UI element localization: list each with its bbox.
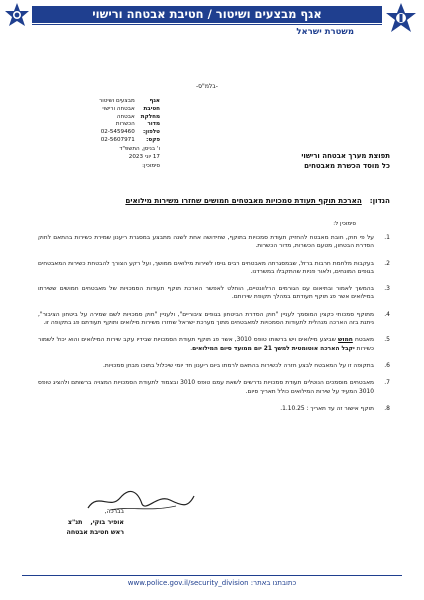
letterhead — [0, 0, 424, 46]
list-item — [38, 285, 390, 302]
item-number: 1. — [384, 234, 390, 241]
list-item — [38, 234, 390, 251]
state-emblem-icon — [384, 2, 418, 38]
references: סימוכין ל: — [333, 221, 356, 227]
label-agaf: אגף — [149, 98, 160, 104]
list-item — [38, 379, 390, 396]
item-text: . — [190, 345, 193, 352]
footer-divider — [22, 575, 402, 576]
police-emblem-icon — [4, 2, 30, 32]
subject-line — [60, 196, 390, 206]
recipient-line-1: תפוצת מערך אבטחה ורישוי — [301, 152, 390, 160]
item-number: 7. — [384, 379, 390, 387]
value-agaf: מבצעים ושיטור — [99, 98, 135, 104]
item-text: מתוקף סמכותי כקצין המוסמך לעניין "חוק הסדרת הביטחון בגופים ציבוריים", ולעניין "חוק סמכויות לשם שמירה על ביטחון הציבור", ניתנת בזה הארכה מנהלית לתעודות הסמכויות למאבטחים מתוך מערכת ישראל שחזרו משירות מילואים ותוקף תעודתם פג בתקופה זו. — [38, 311, 374, 327]
list-item — [38, 311, 390, 328]
recipient-line-2: כל מוסד הכשרת מאבטחים — [304, 161, 390, 170]
item-number: 8. — [384, 404, 390, 412]
reference-label: סימוכין: — [142, 162, 160, 169]
label-hativa: חטיבת — [143, 105, 160, 112]
item-text: בעקבות מלחמת חרבות ברזל, שבמסגרתה מאבטחים רבים גויסו לשירות מילואים ממושך, ועל רקע הצורך להבטחת כשירות המאבטחים בגופים המונחים, ולאור פניות שהתקבלו במשרדנו. — [38, 260, 374, 275]
label-fax: פקס: — [146, 136, 160, 143]
label-mador: מדור — [147, 121, 160, 128]
sender-details — [40, 98, 160, 170]
label-phone: טלפון: — [143, 129, 160, 136]
signer-rank: תנ"צ — [67, 519, 83, 526]
hebrew-date: ו' בניסן, התשפ"ד — [119, 145, 160, 152]
item-emphasis: יקבל הארכה אוטומטית למשך 21 יום ממועד סיום המילואים — [192, 345, 355, 352]
list-item — [38, 362, 390, 370]
classification-mark: -בלמ"ס- — [196, 83, 218, 90]
item-text: מאבטח — [352, 337, 374, 344]
item-text: בהמשך לאמור ובתיאום עם הגורמים הרלוונטיים, הוחלט לאפשר הארכת תוקף תעודות הסמכויות של מאבטחים חמושים ששירתו במילואים אשר פג תוקף תעודתם במהלך תקופת שירותם. — [38, 286, 374, 301]
signer-name: אופיר בוקי, — [90, 519, 124, 526]
signer-block — [67, 518, 125, 538]
list-item — [38, 336, 390, 353]
value-mahlaka: אבטחה — [116, 113, 135, 120]
item-text: תוקף אישור זה עד תאריך : 1.10.25. — [280, 405, 374, 412]
list-item — [38, 405, 390, 413]
closing-greeting: בברכה, — [104, 508, 124, 515]
item-number: 2. — [384, 259, 390, 267]
sender-labels — [141, 98, 160, 145]
recipients — [301, 152, 390, 171]
body-items — [38, 234, 390, 422]
list-item — [38, 260, 390, 277]
header-subtitle: משטרת ישראל — [296, 27, 354, 37]
item-number: 4. — [384, 310, 390, 318]
footer-website: כתובתנו באתר: www.police.gov.il/security_division — [127, 579, 297, 587]
label-mahlaka: מחלקת — [140, 113, 160, 120]
value-hativa: אבטחה ורישוי — [102, 105, 135, 112]
header-title: אגף מבצעים ושיטור / חטיבת אבטחה ורישוי — [92, 7, 322, 21]
subject-text: הארכת תוקף תעודת סמכויות מאבטחים חמושים שחזרו משירות מילואים — [125, 196, 362, 205]
handwritten-signature — [80, 488, 200, 516]
gregorian-date: 17 יוני 2023 — [128, 154, 160, 161]
subject-label: הנדון: — [369, 196, 390, 205]
header-divider — [32, 24, 382, 25]
item-number: 6. — [384, 361, 390, 369]
value-phone: 02-5459460 — [100, 129, 135, 136]
item-text: בתקופה זו על המאבטח לבצע חזרה לכשירות בהתאם לרמתו ביום ריענון חד יומי שיכלול בתוכו מבחן סמכויות. — [103, 362, 374, 369]
item-text: מאבטחים מוסמכים הנוטלים תעודת סמכויות נדרשים לשאת עמם טופס 3010 ובצמוד לתעודת הסמכויות המצויה ברשותם ולהציג טופס 3010 המעיד על שירות המילואים כולל תאריך סיום. — [38, 380, 375, 395]
value-mador: הכשרות — [115, 121, 135, 128]
signer-role: ראש חטיבת אבטחה — [66, 529, 124, 536]
value-fax: 02-5607971 — [100, 136, 135, 143]
item-emphasis: חמוש — [338, 337, 353, 344]
item-number: 5. — [384, 336, 390, 344]
item-text: שביצע מילואים ויש ברשותו טופס 3010, אשר פג תוקף תעודת הסמכויות שבידיו עקב שירות המילואים והוא יכול לשמור כשירות — [38, 337, 374, 352]
sender-values — [99, 98, 135, 145]
item-text: על פי חוק, חובת מאבטח להחזיק תעודת סמכויות בתוקף, שחידושה אחת לשנה מתבצע במסגרת ריענון שמירת כשירות בהתאם לחוק הסדרת הבטחון, מטעם הכשרות, מדור הכשרות. — [38, 235, 374, 250]
item-number: 3. — [384, 285, 390, 293]
